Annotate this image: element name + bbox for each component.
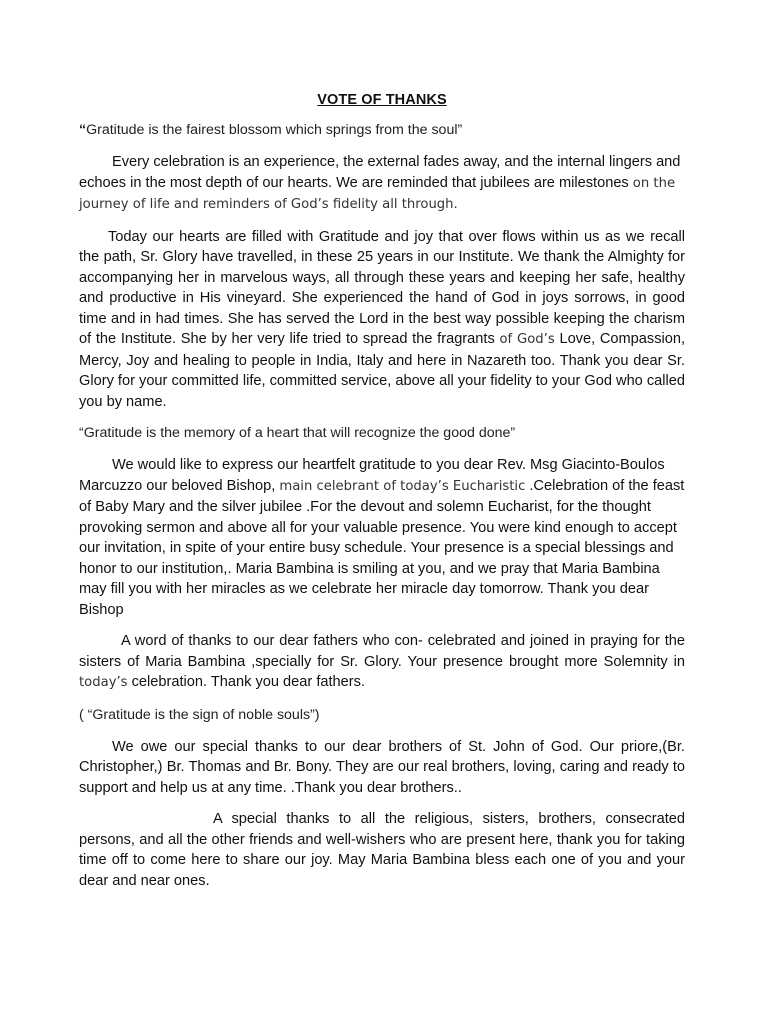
paragraph-text: A word of thanks to our dear fathers who con- celebrated and joined in praying for the sisters of Maria Bambina ,specially for Sr. Glory. Your presence brought more Solemnity in bbox=[79, 633, 685, 670]
quote-open-mark: “ bbox=[79, 122, 87, 138]
document-title: VOTE OF THANKS bbox=[317, 92, 447, 108]
paragraph-celebration bbox=[79, 152, 685, 216]
paragraph-text: Love, Compassion, Mercy, Joy and healing to people in India, Italy and here in Nazareth too. Thank you dear Sr. Glory for your committed life, committed service, above all your fidelity to your God who called you by name. bbox=[79, 331, 686, 410]
quote-gratitude-blossom bbox=[79, 120, 685, 140]
quote-text: Gratitude is the fairest blossom which springs from the soul” bbox=[86, 122, 463, 138]
quote-noble-souls: ( “Gratitude is the sign of noble souls”) bbox=[79, 706, 320, 723]
paragraph-thanks-bishop bbox=[79, 455, 685, 620]
paragraph-thanks-brothers: We owe our special thanks to our dear brothers of St. John of God. Our priore,(Br. Christopher,) Br. Thomas and Br. Bony. They are our real brothers, loving, caring and ready to support and help us at any time. .Thank you dear brothers.. bbox=[79, 738, 685, 796]
paragraph-text-soft: main celebrant of today’s Eucharistic bbox=[279, 478, 526, 494]
paragraph-text: .Celebration of the feast of Baby Mary and the silver jubilee .For the devout and solemn Eucharist, for the thought provoking sermon and above all for your valuable presence. You were kind enough to accept our invitation, in spite of your entire busy schedule. Your presence is a special blessings and honor to our institution,. Maria Bambina is smiling at you, and we pray that Maria Bambina may fill you with her miracles as we celebrate her miracle day tomorrow. Thank you dear Bishop bbox=[79, 477, 685, 618]
paragraph-text-soft: on the journey of life and reminders of God’s fidelity all through. bbox=[79, 175, 676, 212]
quote-gratitude-memory: “Gratitude is the memory of a heart that will recognize the good done” bbox=[79, 425, 516, 441]
paragraph-thanks-all: A special thanks to all the religious, sisters, brothers, consecrated persons, and all the other friends and well-wishers who are present here, thank you for taking time off to come here to share our joy. May Maria Bambina bless each one of you and your dear and near ones. bbox=[79, 811, 685, 889]
paragraph-text: Today our hearts are filled with Gratitude and joy that over flows within us as we recall the path, Sr. Glory have travelled, in these 25 years in our Institute. We thank the Almighty for accompanying her in marvelous ways, all through these years and keeping her safe, healthy and productive in His vineyard. She experienced the hand of God in joys sorrows, in good time and in had times. She has served the Lord in the best way possible keeping the charism of the Institute. She by her very life tried to spread the fragrants bbox=[79, 228, 685, 347]
paragraph-text: Every celebration is an experience, the external fades away, and the internal lingers and echoes in the most depth of our hearts. We are reminded that jubilees are milestones bbox=[79, 154, 681, 191]
document-page bbox=[79, 92, 685, 902]
paragraph-text-soft: of God’s bbox=[499, 332, 555, 347]
paragraph-gratitude-sr-glory bbox=[79, 227, 685, 413]
paragraph-thanks-fathers bbox=[79, 631, 685, 694]
paragraph-text-soft: today’s bbox=[79, 675, 128, 690]
paragraph-text: We would like to express our heartfelt gratitude to you dear Rev. Msg Giacinto-Boulos Marcuzzo our beloved Bishop, bbox=[79, 457, 665, 494]
paragraph-text: celebration. Thank you dear fathers. bbox=[127, 674, 365, 690]
